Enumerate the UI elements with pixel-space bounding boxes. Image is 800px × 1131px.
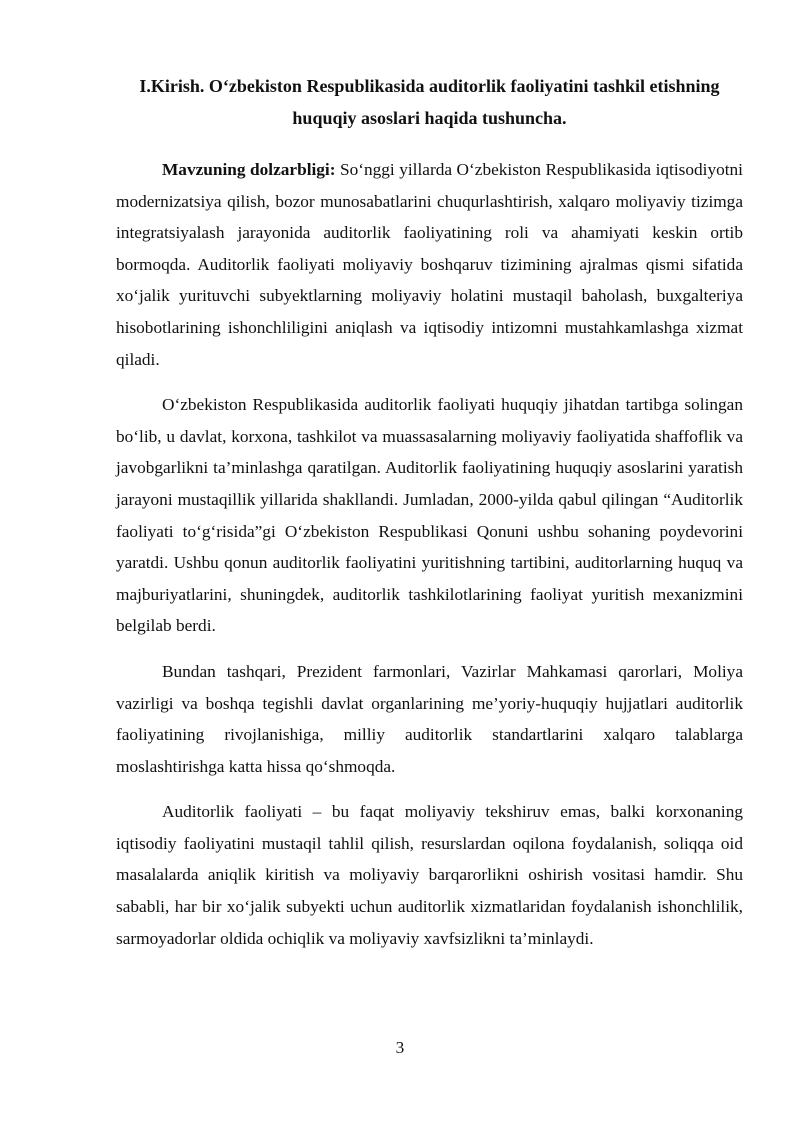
paragraph-legal-basis: O‘zbekiston Respublikasida auditorlik faoliyati huquqiy jihatdan tartibga solingan bo‘lib, u davlat, korxona, tashkilot va muassasalarning moliyaviy faoliyatida shaffoflik va javobgarlikni ta’minlashga qaratilgan. Auditorlik faoliyatining huquqiy asoslarini yaratish jarayoni mustaqillik yillarida shakllandi. Jumladan, 2000-yilda qabul qilingan “Auditorlik faoliyati to‘g‘risida”gi O‘zbekiston Respublikasi Qonuni ushbu sohaning poydevorini yaratdi. Ushbu qonun auditorlik faoliyatini yuritishning tartibini, auditorlarning huquq va majburiyatlarini, shuningdek, auditorlik tashkilotlarining faoliyat yuritish mexanizmini belgilab berdi. (116, 395, 743, 636)
paragraph-relevance (116, 154, 743, 375)
document-title: I.Kirish. O‘zbekiston Respublikasida auditorlik faoliyatini tashkil etishning huquqiy asoslari haqida tushuncha. (139, 76, 720, 128)
document-page (116, 70, 743, 968)
paragraph-regulations: Bundan tashqari, Prezident farmonlari, Vazirlar Mahkamasi qarorlari, Moliya vazirligi va boshqa tegishli davlat organlarining me’yoriy-huquqiy hujjatlari auditorlik faoliyatining rivojlanishiga, milliy auditorlik standartlarini xalqaro talablarga moslashtirishga katta hissa qo‘shmoqda. (116, 661, 743, 776)
page-number: 3 (395, 1038, 405, 1057)
paragraph-audit-definition: Auditorlik faoliyati – bu faqat moliyaviy tekshiruv emas, balki korxonaning iqtisodiy faoliyatini mustaqil tahlil qilish, resurslardan oqilona foydalanish, soliqqa oid masalalarda aniqlik kiritish va moliyaviy barqarorlikni oshirish vositasi hamdir. Shu sababli, har bir xo‘jalik subyekti uchun auditorlik xizmatlaridan foydalanish ishonchlilik, sarmoyadorlar oldida ochiqlik va moliyaviy xavfsizlikni ta’minlaydi. (116, 802, 743, 948)
paragraph-lead: Mavzuning dolzarbligi: (162, 160, 336, 179)
paragraph-text: So‘nggi yillarda O‘zbekiston Respublikasida iqtisodiyotni modernizatsiya qilish, bozor munosabatlarini chuqurlashtirish, xalqaro moliyaviy tizimga integratsiyalash jarayonida auditorlik faoliyatining roli va ahamiyati keskin ortib bormoqda. Auditorlik faoliyati moliyaviy boshqaruv tizimining ajralmas qismi sifatida xo‘jalik yurituvchi subyektlarning moliyaviy holatini mustaqil baholash, buxgalteriya hisobotlarining ishonchliligini aniqlash va iqtisodiy intizomni mustahkamlashga xizmat qiladi. (116, 160, 743, 369)
